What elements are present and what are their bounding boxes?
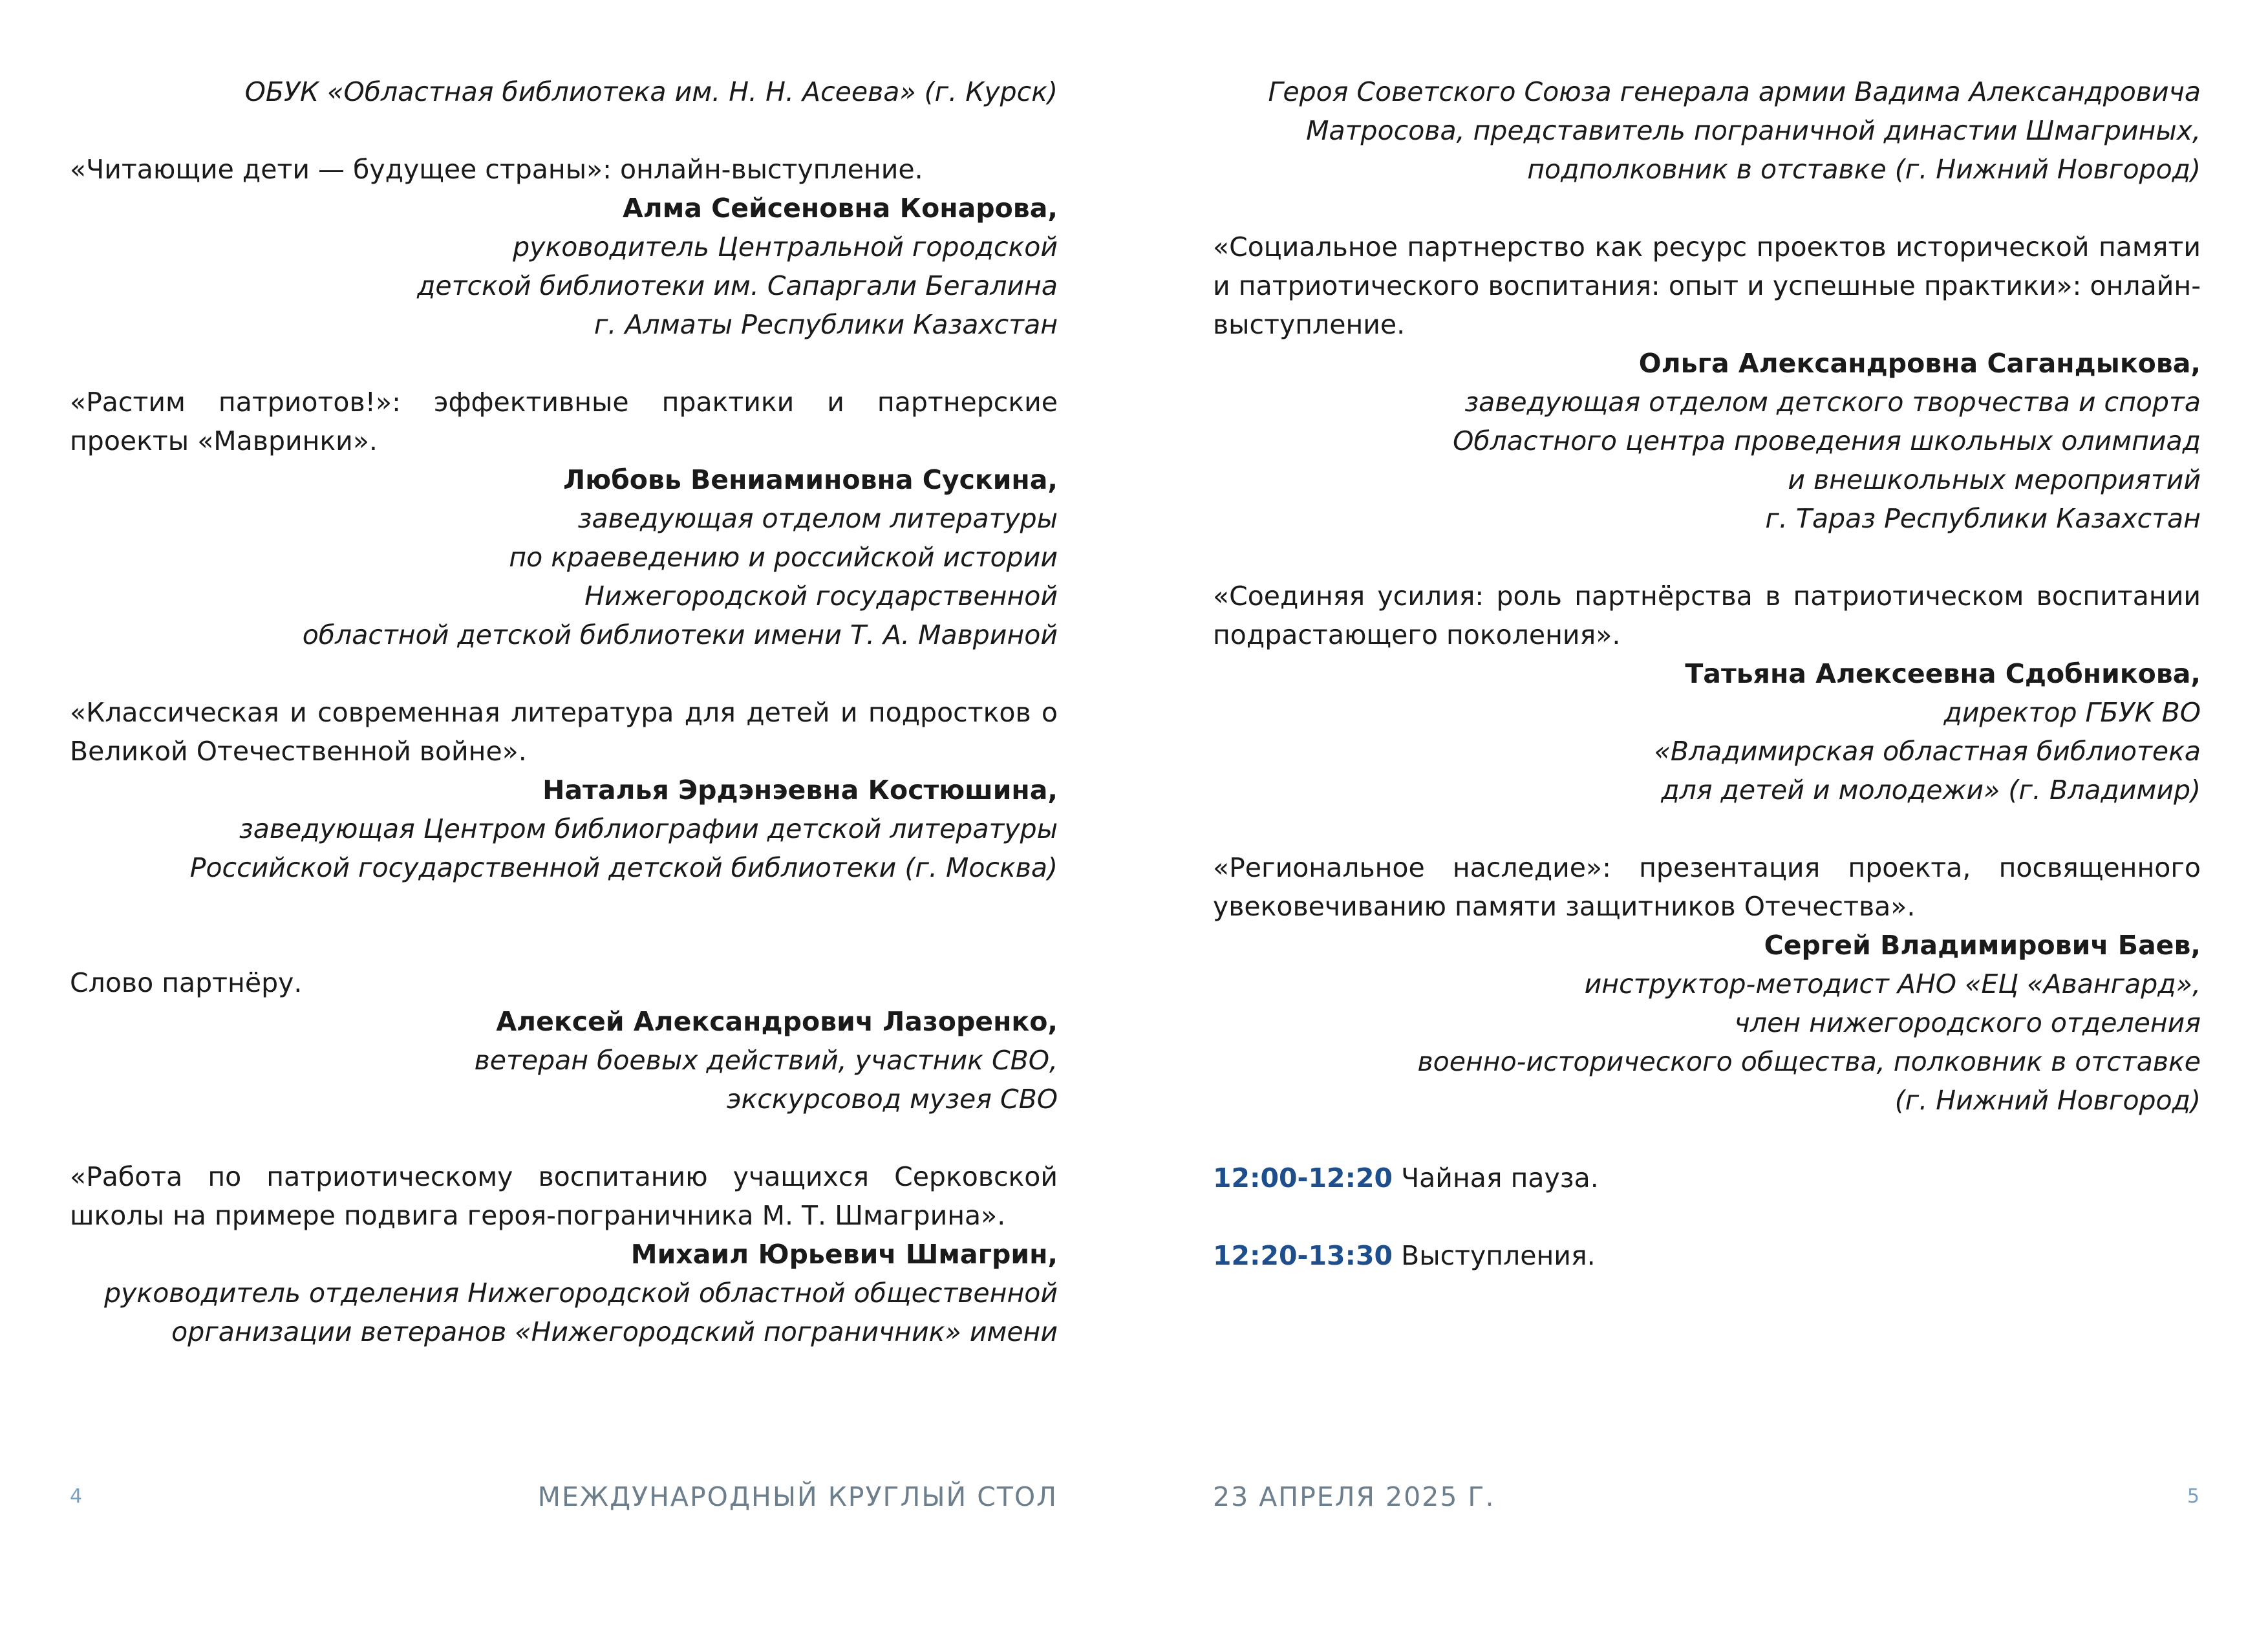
speaker-name: Татьяна Алексеевна Сдобникова,	[1685, 658, 2201, 689]
speaker-role-line: «Владимирская областная библиотека	[1654, 736, 2201, 767]
speaker-role-line: руководитель отделения Нижегородской областной общественной	[104, 1278, 1058, 1309]
speaker-name: Ольга Александровна Сагандыкова,	[1638, 348, 2201, 379]
speaker-role-line: организации ветеранов «Нижегородский пограничник» имени	[171, 1316, 1058, 1347]
speaker-role-continuation	[1213, 72, 2201, 189]
agenda-item	[1213, 228, 2201, 538]
speaker-role-line: заведующая Центром библиографии детской литературы	[239, 813, 1058, 844]
agenda-item	[1213, 577, 2201, 809]
speaker-role-line: инструктор-методист АНО «ЕЦ «Авангард»,	[1584, 969, 2201, 1000]
speaker-role-line: директор ГБУК ВО	[1943, 697, 2201, 728]
speaker-name: Любовь Вениаминовна Сускина,	[563, 464, 1058, 495]
talk-topic: «Социальное партнерство как ресурс проектов исторической памяти и патриотического воспитания: опыт и успешные практики»: онлайн-выступление.	[1213, 231, 2201, 340]
speaker-role-line: Областного центра проведения школьных олимпиад	[1453, 425, 2201, 456]
schedule-entry	[1213, 1236, 2201, 1275]
speaker-role-line: г. Тараз Республики Казахстан	[1765, 503, 2201, 534]
speaker-role-line: заведующая отделом литературы	[577, 503, 1058, 534]
speaker-role-line: член нижегородского отделения	[1734, 1007, 2201, 1038]
speaker-role-line: подполковник в отставке (г. Нижний Новгород)	[1527, 154, 2201, 185]
speaker-role-line: и внешкольных мероприятий	[1788, 464, 2201, 495]
speaker-role-line: Российской государственной детской библиотеки (г. Москва)	[189, 852, 1058, 883]
speaker-name: Алма Сейсеновна Конарова,	[622, 193, 1058, 224]
speaker-role-line: военно-исторического общества, полковник в отставке	[1417, 1046, 2201, 1077]
speaker-name: Сергей Владимирович Баев,	[1764, 930, 2201, 961]
schedule-time: 12:20-13:30	[1213, 1240, 1393, 1271]
talk-topic: «Растим патриотов!»: эффективные практики и партнерские проекты «Мавринки».	[70, 387, 1058, 456]
footer-left: МЕЖДУНАРОДНЫЙ КРУГЛЫЙ СТОЛ	[537, 1481, 1058, 1512]
speaker-role-line: Героя Советского Союза генерала армии Вадима Александровича	[1268, 76, 2201, 107]
talk-topic: «Читающие дети — будущее страны»: онлайн-выступление.	[70, 154, 923, 185]
speaker-role-line: по краеведению и российской истории	[509, 542, 1058, 573]
speaker-role-line: ветеран боевых действий, участник СВО,	[474, 1045, 1058, 1076]
page-number-right: 5	[2187, 1485, 2199, 1508]
footer-right: 23 АПРЕЛЯ 2025 Г.	[1213, 1481, 1495, 1512]
talk-topic: «Соединяя усилия: роль партнёрства в патриотическом воспитании подрастающего поколения».	[1213, 581, 2201, 650]
speaker-role-line: детской библиотеки им. Сапаргали Бегалина	[417, 270, 1058, 301]
schedule-entry	[1213, 1159, 2201, 1197]
left-page	[70, 72, 1058, 1351]
speaker-role-line: Нижегородской государственной	[584, 581, 1058, 612]
speaker-name: Наталья Эрдэнэевна Костюшина,	[542, 775, 1058, 806]
talk-topic: «Классическая и современная литература для детей и подростков о Великой Отечественной войне».	[70, 697, 1058, 767]
talk-topic: «Работа по патриотическому воспитанию учащихся Серковской школы на примере подвига героя-пограничника М. Т. Шмагрина».	[70, 1161, 1058, 1231]
speaker-role-line: экскурсовод музея СВО	[726, 1084, 1058, 1115]
agenda-item	[70, 383, 1058, 654]
right-page	[1213, 72, 2201, 1275]
speaker-role-line: (г. Нижний Новгород)	[1894, 1085, 2201, 1116]
speaker-name: Алексей Александрович Лазоренко,	[496, 1006, 1058, 1037]
speaker-role-line: заведующая отделом детского творчества и спорта	[1464, 387, 2201, 418]
agenda-item	[70, 150, 1058, 344]
speaker-role-line: Матросова, представитель пограничной династии Шмагриных,	[1306, 115, 2201, 146]
speaker-role-line: областной детской библиотеки имени Т. А. Мавриной	[302, 619, 1058, 650]
talk-topic: Слово партнёру.	[70, 967, 303, 998]
org-line: ОБУК «Областная библиотека им. Н. Н. Асеева» (г. Курск)	[244, 76, 1058, 107]
agenda-item	[70, 1157, 1058, 1351]
schedule-time: 12:00-12:20	[1213, 1162, 1393, 1194]
speaker-role-line: г. Алматы Республики Казахстан	[594, 309, 1058, 340]
speaker-role-line: руководитель Центральной городской	[513, 231, 1058, 262]
schedule-text: Выступления.	[1393, 1240, 1596, 1271]
talk-topic: «Региональное наследие»: презентация проекта, посвященного увековечиванию памяти защитников Отечества».	[1213, 852, 2201, 922]
speaker-role-line: для детей и молодежи» (г. Владимир)	[1661, 775, 2201, 806]
agenda-item	[70, 963, 1058, 1119]
schedule-text: Чайная пауза.	[1393, 1162, 1599, 1194]
speaker-name: Михаил Юрьевич Шмагрин,	[630, 1239, 1058, 1270]
agenda-item	[70, 693, 1058, 887]
page-number-left: 4	[70, 1485, 83, 1508]
agenda-item	[1213, 848, 2201, 1120]
